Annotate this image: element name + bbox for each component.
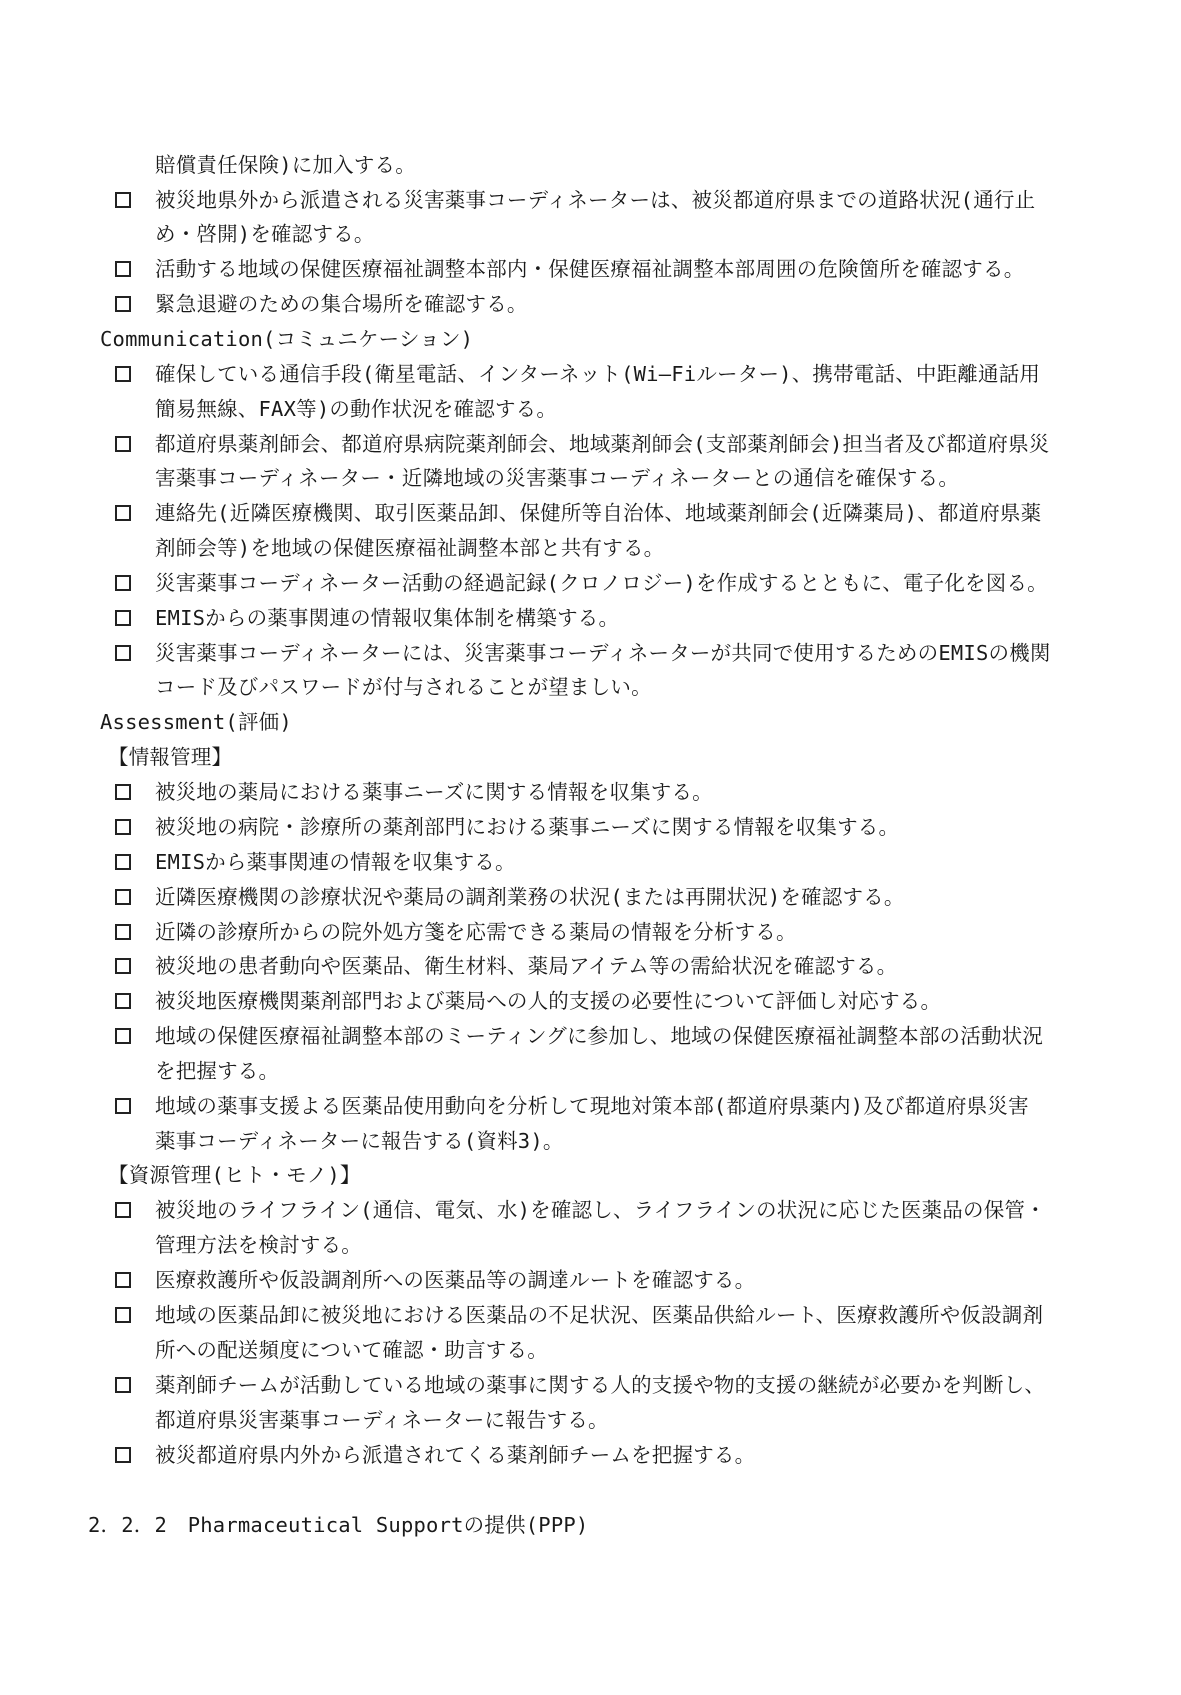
list-item: 都道府県薬剤師会、都道府県病院薬剤師会、地域薬剤師会(支部薬剤師会)担当者及び都道府県災 — [155, 432, 1050, 456]
list-item: 緊急退避のための集合場所を確認する。 — [155, 292, 528, 316]
list-item-continuation: 所への配送頻度について確認・助言する。 — [155, 1338, 548, 1362]
section-heading-2-2-2: 2．2．2 Pharmaceutical Supportの提供(PPP) — [88, 1513, 589, 1537]
list-item: 被災都道府県内外から派遣されてくる薬剤師チームを把握する。 — [155, 1443, 756, 1467]
checkbox[interactable] — [115, 436, 131, 452]
checkbox[interactable] — [115, 889, 131, 905]
section-heading-communication: Communication(コミュニケーション) — [100, 327, 474, 351]
list-item-continuation: を把握する。 — [155, 1059, 280, 1083]
checkbox[interactable] — [115, 645, 131, 661]
checkbox[interactable] — [115, 819, 131, 835]
list-item: 被災地のライフライン(通信、電気、水)を確認し、ライフラインの状況に応じた医薬品の保管・ — [155, 1198, 1046, 1222]
list-item: 災害薬事コーディネーター活動の経過記録(クロノロジー)を作成するとともに、電子化を図る。 — [155, 571, 1048, 595]
checkbox[interactable] — [115, 958, 131, 974]
checkbox[interactable] — [115, 192, 131, 208]
checkbox[interactable] — [115, 296, 131, 312]
list-item: 災害薬事コーディネーターには、災害薬事コーディネーターが共同で使用するためのEMISの機関 — [155, 641, 1051, 665]
list-item-continuation: 害薬事コーディネーター・近隣地域の災害薬事コーディネーターとの通信を確保する。 — [155, 466, 960, 490]
list-item: 地域の保健医療福祉調整本部のミーティングに参加し、地域の保健医療福祉調整本部の活動状況 — [155, 1024, 1044, 1048]
list-item: 被災地の薬局における薬事ニーズに関する情報を収集する。 — [155, 780, 713, 804]
list-item: 薬剤師チームが活動している地域の薬事に関する人的支援や物的支援の継続が必要かを判断し、 — [155, 1373, 1046, 1397]
list-item: 医療救護所や仮設調剤所への医薬品等の調達ルートを確認する。 — [155, 1268, 756, 1292]
checkbox[interactable] — [115, 854, 131, 870]
list-item: 近隣医療機関の診療状況や薬局の調剤業務の状況(または再開状況)を確認する。 — [155, 885, 905, 909]
list-item: 被災地の患者動向や医薬品、衛生材料、薬局アイテム等の需給状況を確認する。 — [155, 954, 898, 978]
checkbox[interactable] — [115, 1447, 131, 1463]
list-item: 近隣の診療所からの院外処方箋を応需できる薬局の情報を分析する。 — [155, 920, 797, 944]
list-item-continuation: 剤師会等)を地域の保健医療福祉調整本部と共有する。 — [155, 536, 665, 560]
checkbox[interactable] — [115, 784, 131, 800]
list-item-continuation: コード及びパスワードが付与されることが望ましい。 — [155, 675, 652, 699]
checkbox[interactable] — [115, 993, 131, 1009]
continuation-line: 賠償責任保険)に加入する。 — [155, 153, 416, 177]
checkbox[interactable] — [115, 1202, 131, 1218]
checkbox[interactable] — [115, 575, 131, 591]
section-heading-assessment: Assessment(評価) — [100, 710, 292, 734]
list-item: 被災地県外から派遣される災害薬事コーディネーターは、被災都道府県までの道路状況(通行止 — [155, 188, 1036, 212]
checkbox[interactable] — [115, 261, 131, 277]
checkbox[interactable] — [115, 1272, 131, 1288]
checkbox[interactable] — [115, 1307, 131, 1323]
list-item-continuation: 都道府県災害薬事コーディネーターに報告する。 — [155, 1408, 609, 1432]
list-item-continuation: め・啓開)を確認する。 — [155, 222, 375, 246]
list-item-continuation: 薬事コーディネーターに報告する(資料3)。 — [155, 1129, 564, 1153]
subsection-heading-information: 【情報管理】 — [108, 745, 233, 769]
list-item-continuation: 管理方法を検討する。 — [155, 1233, 362, 1257]
checkbox[interactable] — [115, 1377, 131, 1393]
checkbox[interactable] — [115, 1028, 131, 1044]
list-item-continuation: 簡易無線、FAX等)の動作状況を確認する。 — [155, 397, 558, 421]
list-item: 確保している通信手段(衛星電話、インターネット(Wi―Fiルーター)、携帯電話、中距離通話用 — [155, 362, 1041, 386]
list-item: EMISから薬事関連の情報を収集する。 — [155, 850, 516, 874]
checkbox[interactable] — [115, 924, 131, 940]
list-item: 被災地医療機関薬剤部門および薬局への人的支援の必要性について評価し対応する。 — [155, 989, 942, 1013]
list-item: 被災地の病院・診療所の薬剤部門における薬事ニーズに関する情報を収集する。 — [155, 815, 900, 839]
list-item: 地域の医薬品卸に被災地における医薬品の不足状況、医薬品供給ルート、医療救護所や仮設調剤 — [155, 1303, 1044, 1327]
list-item: 活動する地域の保健医療福祉調整本部内・保健医療福祉調整本部周囲の危険箇所を確認する。 — [155, 257, 1025, 281]
checkbox[interactable] — [115, 610, 131, 626]
checkbox[interactable] — [115, 366, 131, 382]
checkbox[interactable] — [115, 505, 131, 521]
list-item: 地域の薬事支援よる医薬品使用動向を分析して現地対策本部(都道府県薬内)及び都道府県災害 — [155, 1094, 1029, 1118]
list-item: 連絡先(近隣医療機関、取引医薬品卸、保健所等自治体、地域薬剤師会(近隣薬局)、都道府県薬 — [155, 501, 1042, 525]
list-item: EMISからの薬事関連の情報収集体制を構築する。 — [155, 606, 620, 630]
subsection-heading-resources: 【資源管理(ヒト・モノ)】 — [108, 1163, 361, 1187]
checkbox[interactable] — [115, 1098, 131, 1114]
